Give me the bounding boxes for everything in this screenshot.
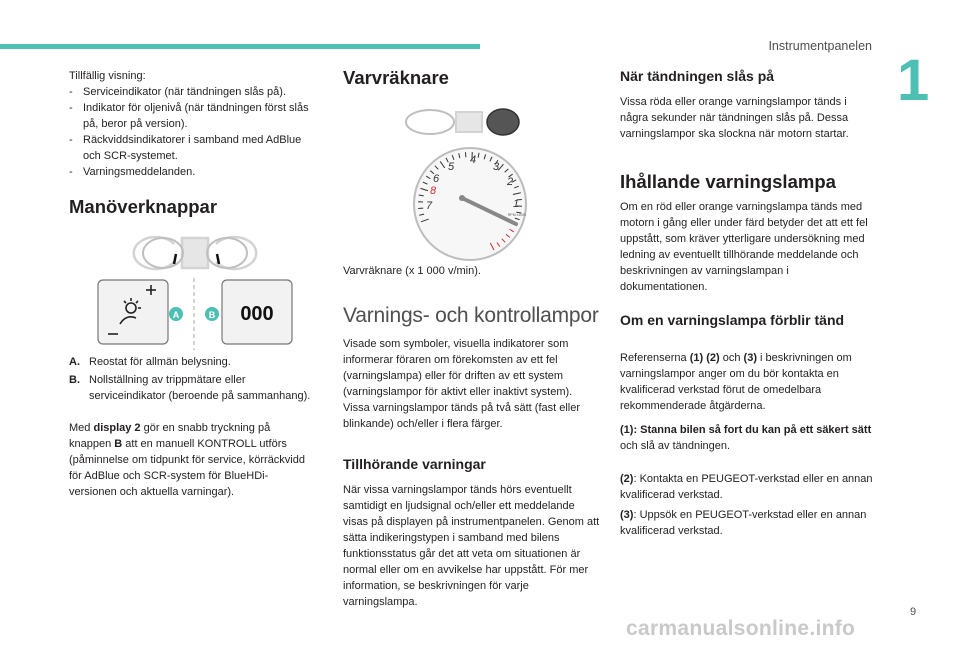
highlighted-gauge: [487, 109, 519, 135]
watermark: carmanualsonline.info: [626, 617, 856, 640]
ignition-on-paragraph: Vissa röda eller orange varningslampor tänds i några sekunder när tändningen slås på. Dessa varningslampor ska slockna när motorn startar.: [620, 96, 849, 140]
heading-lamp-stays-on: Om en varningslampa förblir tänd: [620, 312, 845, 328]
chapter-number: 1: [897, 48, 930, 113]
persistent-lamp-paragraph: Om en röd eller orange varningslampa tänds med motorn i gång eller under färd betyder det att ett fel uppstått, som kräver ytterligare undersökning med ledning av eventuellt tillhörande meddelande och beskrivningen av varningslampan i dokumentationen.: [620, 201, 868, 293]
legend-item: A. Reostat för allmän belysning.: [69, 356, 231, 368]
button-b-display-text: 000: [240, 303, 274, 325]
intro-text: Tillfällig visning:: [69, 70, 146, 82]
heading-persistent-lamp: Ihållande varningslampa: [620, 171, 836, 192]
controls-legend: [69, 354, 314, 500]
list-item: - Varningsmeddelanden.: [69, 166, 196, 178]
list-item: - Räckviddsindikatorer i samband med AdBlue och SCR-systemet.: [69, 134, 302, 162]
svg-text:4: 4: [469, 154, 477, 166]
left-column: [69, 68, 314, 180]
tachometer-unit-label: RPM x1000: [507, 213, 527, 217]
label-b: B: [208, 310, 216, 320]
controls-paragraph: Med display 2 gör en snabb tryckning på knappen B att en manuell KONTROLL utförs (påminnelse om tidpunkt för service, körräckvidd för AdBlue och SCR-system för BlueHDi-versionen och aktuella varningar).: [69, 422, 305, 498]
tachometer-caption: Varvräknare (x 1 000 v/min).: [343, 265, 481, 277]
control-buttons-figure: [96, 228, 296, 350]
svg-text:1: 1: [512, 198, 520, 210]
heading-controls: Manöverknappar: [69, 196, 218, 217]
heading-warning-lamps: Varnings- och kontrollampor: [343, 304, 599, 327]
heading-related-warnings: Tillhörande varningar: [343, 456, 486, 472]
lamp-stays-on-paragraph: Referenserna (1) (2) och (3) i beskrivningen om varningslampor anger om du bör kontakta en kvalificerad verkstad förut de omedelbara rekommenderade åtgärderna.: [620, 352, 852, 412]
reference-item-2: (2): Kontakta en PEUGEOT-verkstad eller en annan kvalificerad verkstad.: [620, 473, 873, 501]
list-item: - Indikator för oljenivå (när tändningen först slås på, beror på version).: [69, 102, 309, 130]
header-accent-bar: [0, 44, 480, 49]
svg-text:8: 8: [429, 185, 437, 197]
svg-text:7: 7: [425, 200, 433, 212]
instrument-cluster-outline: [134, 237, 256, 269]
page-number: 9: [910, 606, 917, 618]
related-warnings-paragraph: När vissa varningslampor tänds hörs eventuellt samtidigt en ljudsignal och/eller ett meddelande visas på displayen på instrumentpanelen. Genom att sätta indikeringstypen i samband med bilens funktionsstatus går det att veta om situationen är normal eller om en avvikelse har uppstått. För mer information, se beskrivningen för varje varningslampa.: [343, 484, 600, 608]
svg-text:2: 2: [506, 176, 514, 188]
reference-item-1: (1): Stanna bilen så fort du kan på ett säkert sätt och slå av tändningen.: [620, 424, 872, 452]
warning-lamps-paragraph: Visade som symboler, visuella indikatorer som informerar föraren om förekomsten av ett fel (varningslampa) eller för driften av ett system (varningslampor för aktivt eller inaktivt system). Vissa varningslampor tänds på två sätt (fast eller blinkande) och/eller i flera färger.: [343, 338, 581, 430]
heading-tachometer: Varvräknare: [343, 67, 449, 88]
heading-ignition-on: När tändningen slås på: [620, 68, 775, 84]
list-item: - Serviceindikator (när tändningen slås på).: [69, 86, 287, 98]
button-a-pointer: [174, 254, 176, 264]
svg-text:3: 3: [492, 161, 500, 173]
section-title: Instrumentpanelen: [768, 39, 872, 53]
legend-item: B. Nollställning av trippmätare eller serviceindikator (beroende på sammanhang).: [69, 374, 311, 402]
svg-text:5: 5: [447, 161, 455, 173]
tachometer-figure: [400, 106, 540, 261]
reference-item-3: (3): Uppsök en PEUGEOT-verkstad eller en annan kvalificerad verkstad.: [620, 509, 867, 537]
label-a: A: [172, 310, 180, 320]
svg-text:6: 6: [432, 173, 440, 185]
